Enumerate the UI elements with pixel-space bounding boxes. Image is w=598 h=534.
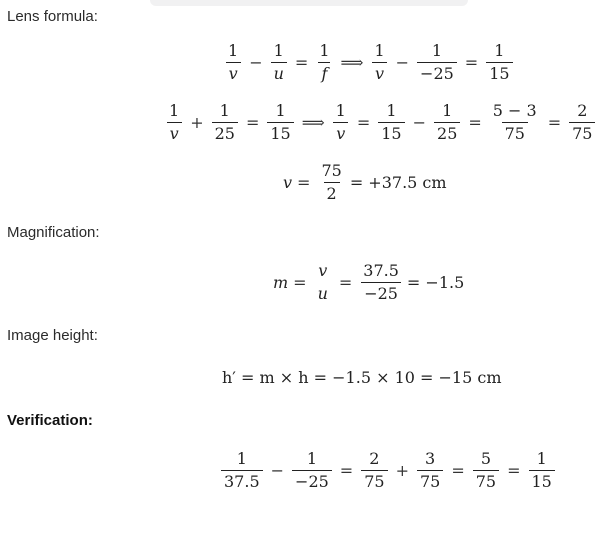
lens-formula-label: Lens formula: xyxy=(7,8,98,25)
numerator: 1 xyxy=(374,41,385,60)
denominator: 2 xyxy=(324,182,340,203)
numerator: 1 xyxy=(228,41,239,60)
fraction-v-over-u xyxy=(315,262,331,303)
math-token: − xyxy=(412,113,427,132)
math-token: = +37.5 cm xyxy=(349,173,447,192)
denominator: −25 xyxy=(361,282,401,303)
fraction-1-over-neg25 xyxy=(292,450,332,491)
lens-equation-2 xyxy=(163,102,598,143)
fraction-1-over-v xyxy=(225,42,241,83)
denominator: v xyxy=(167,122,182,143)
fraction-1-over-neg25 xyxy=(417,42,457,83)
numerator: 1 xyxy=(431,41,442,60)
numerator: 1 xyxy=(536,449,547,468)
math-token: = xyxy=(338,273,353,292)
numerator: 2 xyxy=(369,449,380,468)
fraction-2-over-75 xyxy=(569,102,595,143)
math-token: = xyxy=(294,53,309,72)
math-token: = xyxy=(356,113,371,132)
fraction-75-over-2 xyxy=(318,162,344,203)
denominator: v xyxy=(226,62,241,83)
fraction-1-over-v xyxy=(166,102,182,143)
math-token: m xyxy=(273,273,289,292)
implies-arrow: ⟹ xyxy=(340,53,364,72)
denominator: 75 xyxy=(417,470,443,491)
math-token: = xyxy=(293,273,307,292)
numerator: 1 xyxy=(169,101,180,120)
denominator: v xyxy=(372,62,387,83)
denominator: u xyxy=(317,284,328,303)
numerator: 5 − 3 xyxy=(492,101,537,120)
fraction-1-over-25 xyxy=(434,102,460,143)
fraction-1-over-15 xyxy=(529,450,555,491)
fraction-2-over-75 xyxy=(361,450,387,491)
math-token: + xyxy=(190,113,204,132)
math-token: = xyxy=(507,461,521,480)
fraction-1-over-v xyxy=(333,102,349,143)
fraction-1-over-15 xyxy=(378,102,404,143)
fraction-3-over-75 xyxy=(417,450,443,491)
image-height-equation: h′ = m × h = −1.5 × 10 = −15 cm xyxy=(222,368,502,387)
top-scroll-edge xyxy=(150,0,468,6)
fraction-1-over-37-5 xyxy=(221,450,263,491)
denominator: 15 xyxy=(378,122,404,143)
math-token: − xyxy=(395,53,410,72)
fraction-1-over-u xyxy=(271,42,287,83)
math-token: = xyxy=(339,461,354,480)
numerator: 2 xyxy=(577,101,588,120)
math-token: = −1.5 xyxy=(406,273,465,292)
math-token: = xyxy=(297,173,311,192)
numerator: 3 xyxy=(425,449,436,468)
denominator: −25 xyxy=(417,62,457,83)
numerator: 1 xyxy=(335,101,346,120)
denominator: 25 xyxy=(212,122,238,143)
math-token: = xyxy=(464,53,479,72)
denominator: 37.5 xyxy=(221,470,263,491)
denominator: u xyxy=(271,62,287,83)
magnification-equation xyxy=(273,262,466,303)
numerator: 1 xyxy=(219,101,230,120)
denominator: 15 xyxy=(529,470,555,491)
verification-equation xyxy=(218,450,558,491)
numerator: 1 xyxy=(494,41,505,60)
math-token: = xyxy=(451,461,465,480)
math-token: = xyxy=(245,113,260,132)
fraction-5-over-75 xyxy=(473,450,499,491)
fraction-1-over-15 xyxy=(486,42,512,83)
magnification-label: Magnification: xyxy=(7,224,100,241)
numerator: 1 xyxy=(386,101,397,120)
fraction-1-over-25 xyxy=(212,102,238,143)
numerator: 1 xyxy=(273,41,284,60)
math-token: − xyxy=(270,461,285,480)
denominator: f xyxy=(318,62,330,83)
fraction-37-5-over-neg25 xyxy=(360,262,402,303)
numerator: 37.5 xyxy=(363,261,399,280)
denominator: 75 xyxy=(569,122,595,143)
image-height-label: Image height: xyxy=(7,327,98,344)
lens-equation-3 xyxy=(283,162,449,203)
numerator: v xyxy=(318,261,328,280)
implies-arrow: ⟹ xyxy=(301,113,325,132)
math-token: = xyxy=(468,113,482,132)
fraction-1-over-15 xyxy=(267,102,293,143)
denominator: 15 xyxy=(486,62,512,83)
fraction-5-minus-3-over-75 xyxy=(490,102,540,143)
numerator: 1 xyxy=(236,449,247,468)
lens-equation-1 xyxy=(222,42,516,83)
numerator: 1 xyxy=(442,101,453,120)
numerator: 1 xyxy=(275,101,286,120)
fraction-1-over-f xyxy=(316,42,332,83)
denominator: 15 xyxy=(267,122,293,143)
denominator: v xyxy=(333,122,348,143)
denominator: −25 xyxy=(292,470,332,491)
math-token: − xyxy=(249,53,263,72)
verification-label: Verification: xyxy=(7,412,93,429)
denominator: 75 xyxy=(502,122,528,143)
fraction-1-over-v xyxy=(371,42,387,83)
denominator: 75 xyxy=(361,470,387,491)
numerator: 1 xyxy=(306,449,317,468)
math-token: + xyxy=(395,461,409,480)
numerator: 75 xyxy=(321,161,342,180)
math-token: v xyxy=(283,173,293,192)
denominator: 75 xyxy=(473,470,499,491)
numerator: 5 xyxy=(480,449,491,468)
math-token: = xyxy=(547,113,562,132)
denominator: 25 xyxy=(434,122,460,143)
numerator: 1 xyxy=(319,41,330,60)
